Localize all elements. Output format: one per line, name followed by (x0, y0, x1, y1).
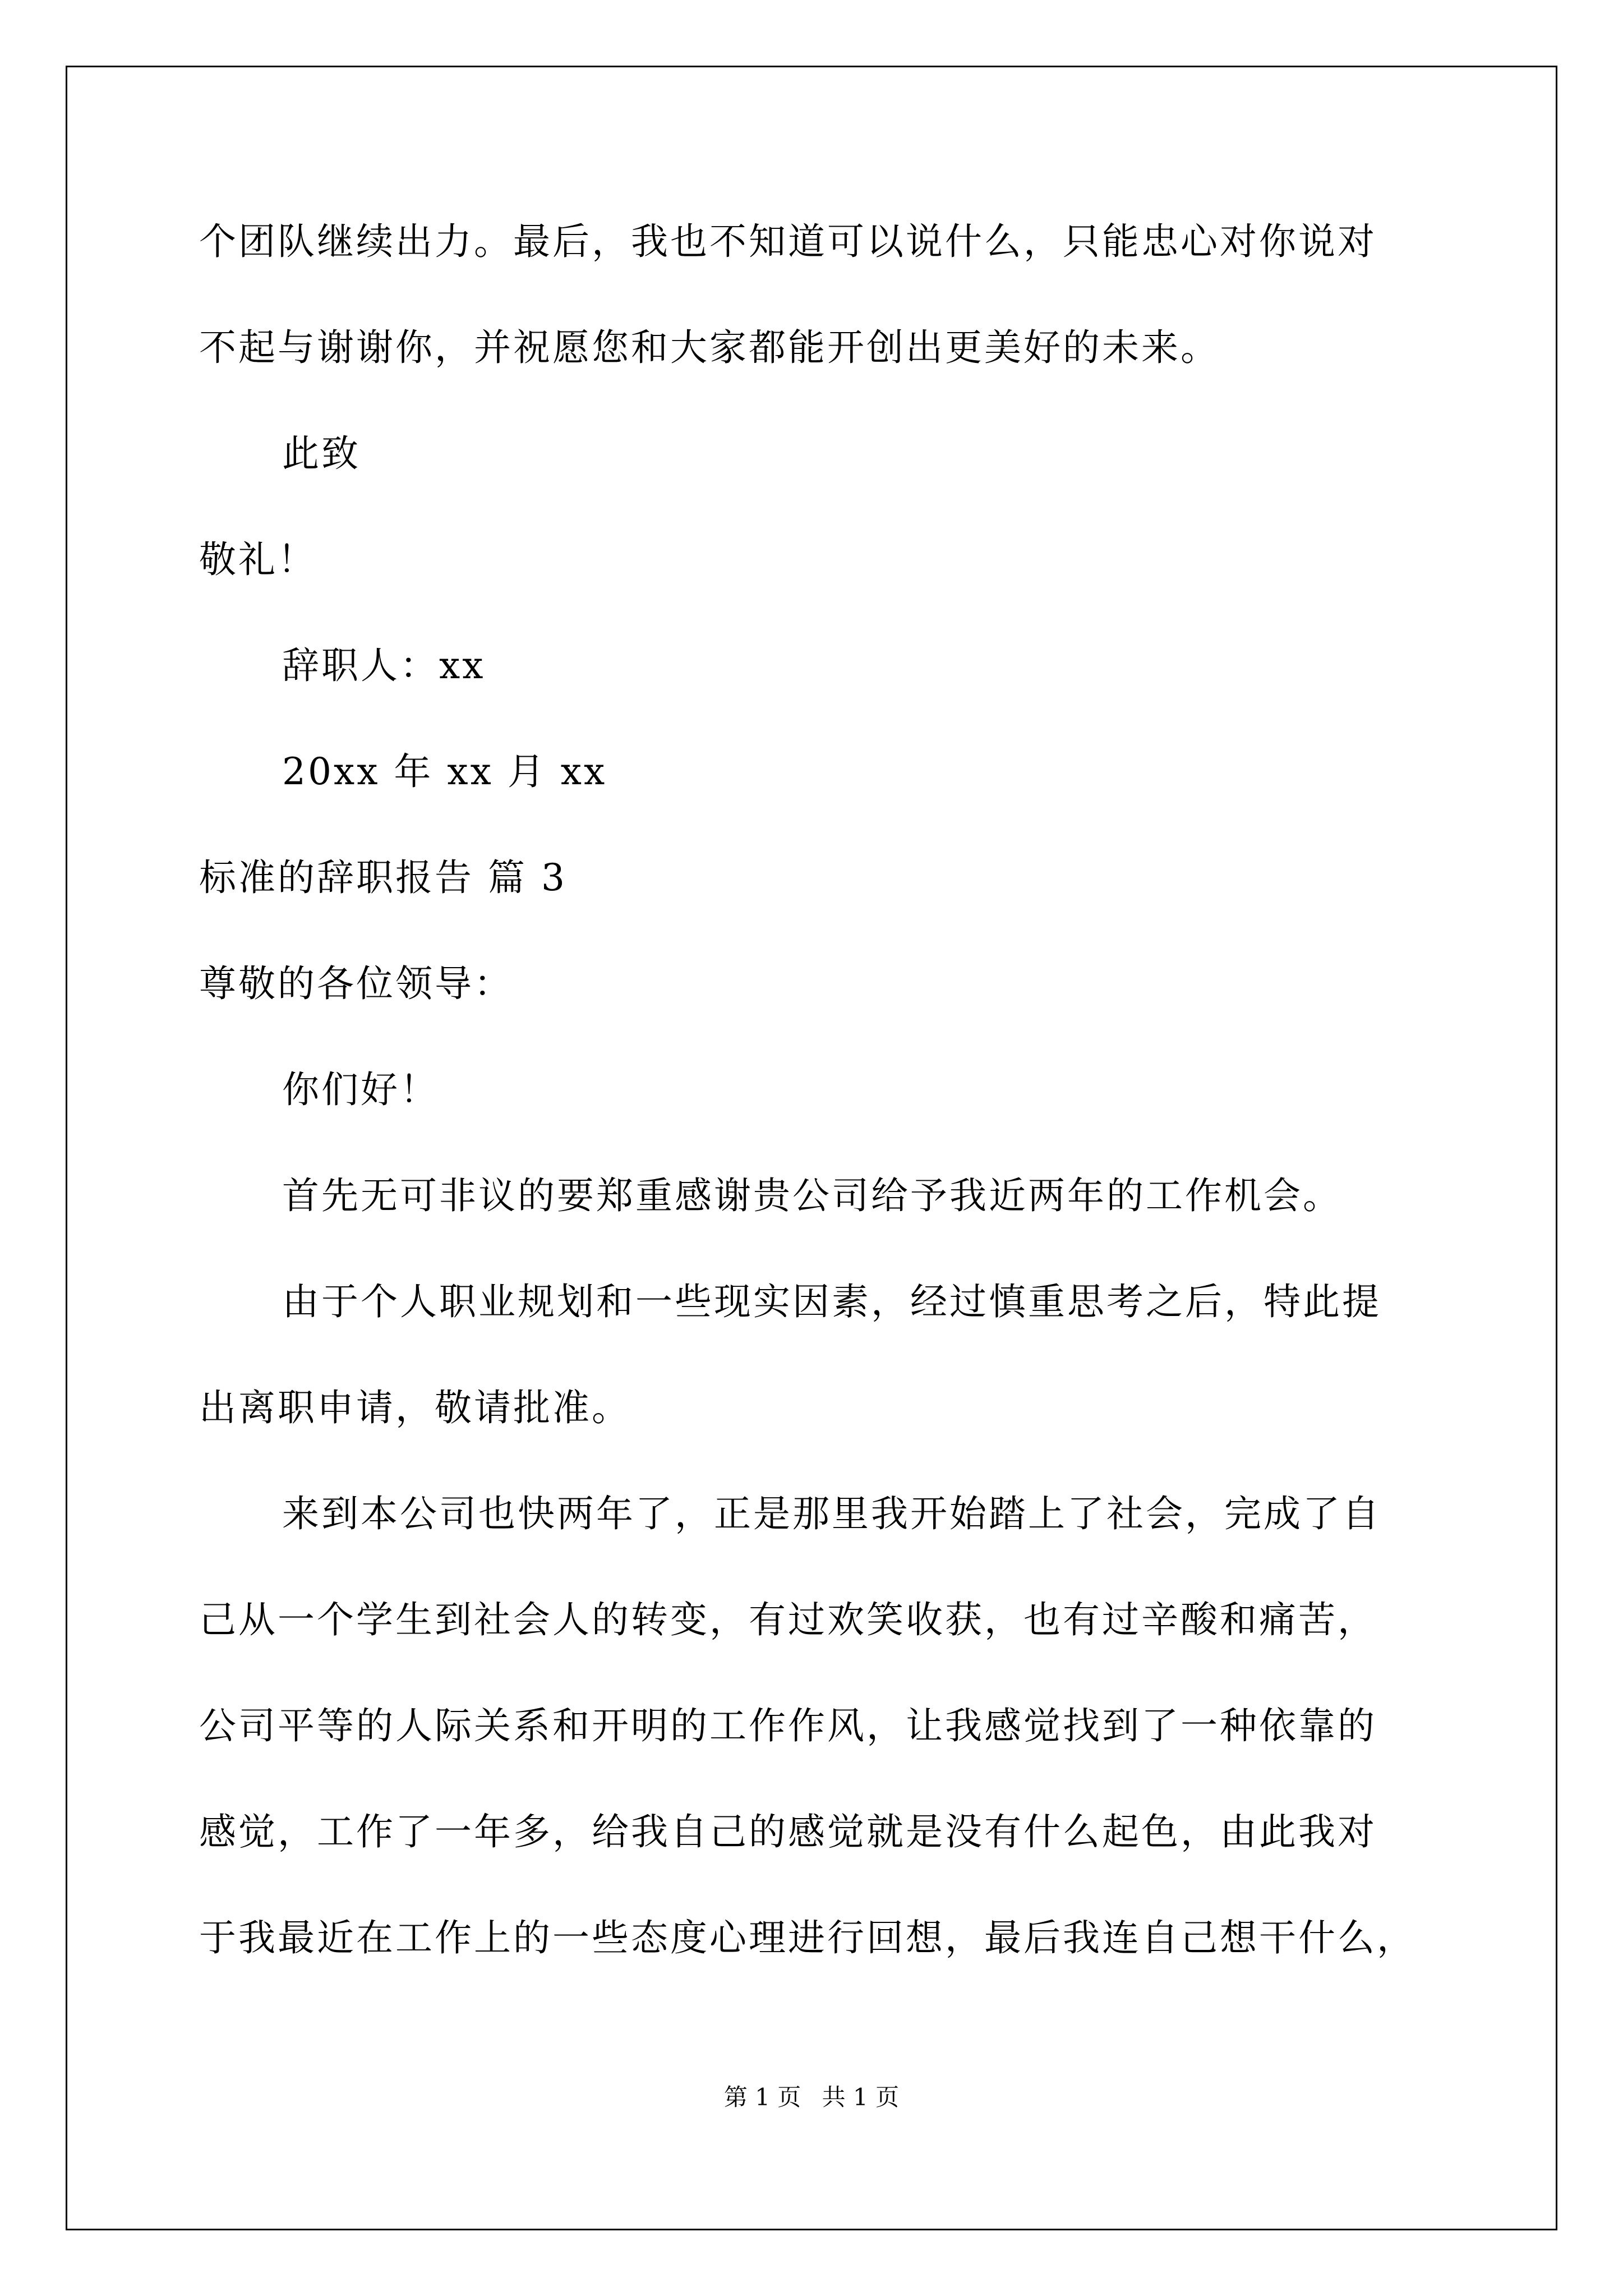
text-line: 个团队继续出力。最后，我也不知道可以说什么，只能忠心对你说对 (199, 220, 1377, 263)
text-line: 不起与谢谢你，并祝愿您和大家都能开创出更美好的未来。 (199, 326, 1220, 369)
page-footer (0, 2083, 1623, 2111)
text-line: 公司平等的人际关系和开明的工作作风，让我感觉找到了一种依靠的 (199, 1704, 1377, 1747)
text-line: 由于个人职业规划和一些现实因素，经过慎重思考之后，特此提 (282, 1280, 1381, 1323)
text-line: 出离职申请，敬请批准。 (199, 1386, 631, 1429)
signature-line: 辞职人：xx (282, 644, 486, 687)
closing-salutation: 此致 (282, 432, 361, 475)
document-body (199, 220, 1455, 2026)
greeting-line: 尊敬的各位领导： (199, 962, 513, 1005)
text-line: 首先无可非议的要郑重感谢贵公司给予我近两年的工作机会。 (282, 1174, 1342, 1217)
text-line: 己从一个学生到社会人的转变，有过欢笑收获，也有过辛酸和痛苦， (199, 1598, 1377, 1641)
closing-regards: 敬礼！ (199, 538, 317, 581)
text-line: 于我最近在工作上的一些态度心理进行回想，最后我连自己想干什么， (199, 1916, 1416, 1959)
page-total: 共 1 页 (822, 2083, 900, 2111)
page-number: 第 1 页 (723, 2083, 801, 2111)
section-heading: 标准的辞职报告 篇 3 (199, 856, 567, 899)
date-line: 20xx 年 xx 月 xx (282, 750, 607, 793)
text-line: 感觉，工作了一年多，给我自己的感觉就是没有什么起色，由此我对 (199, 1810, 1377, 1853)
text-line: 来到本公司也快两年了，正是那里我开始踏上了社会，完成了自 (282, 1492, 1381, 1535)
text-line: 你们好！ (282, 1068, 439, 1111)
